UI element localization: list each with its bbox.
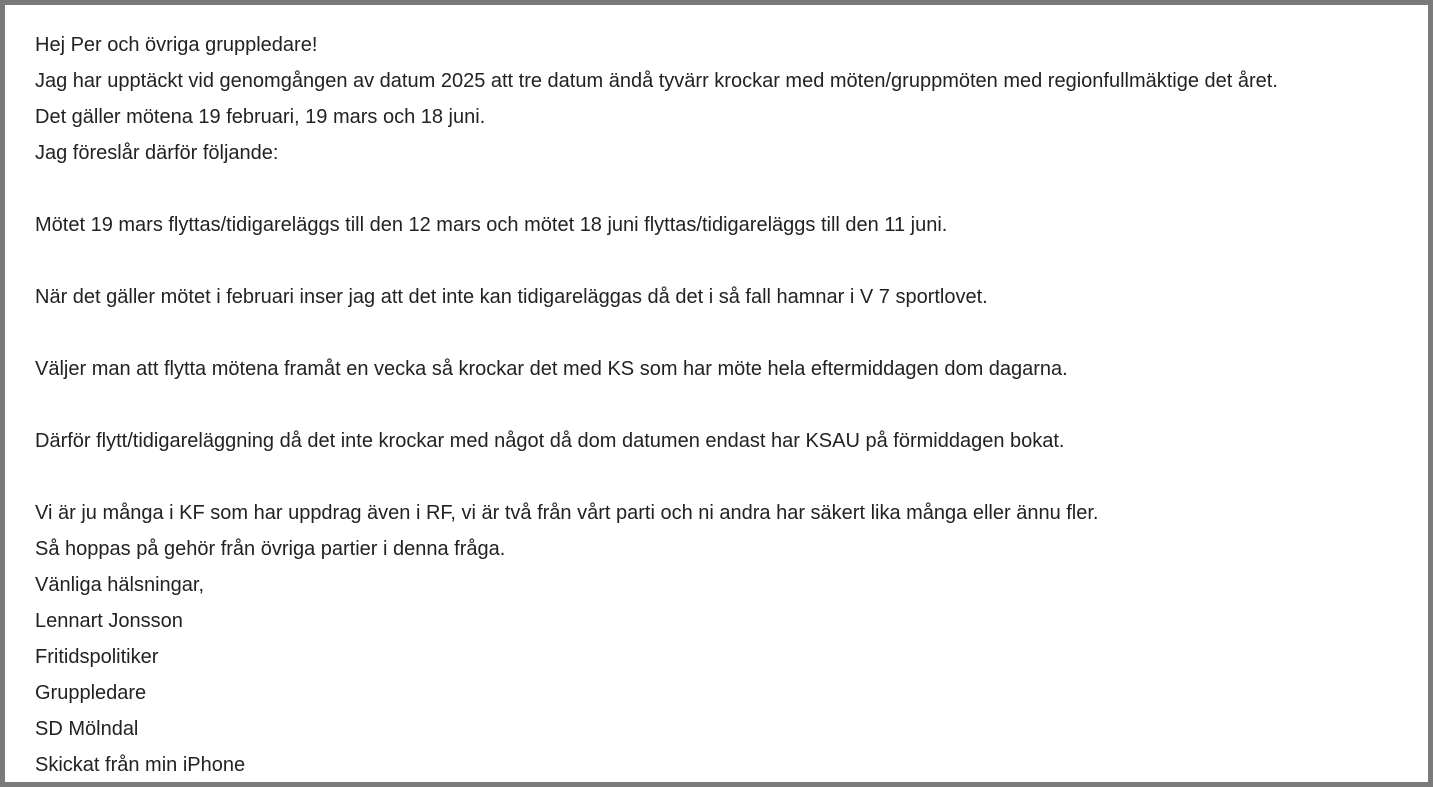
signature-title-1: Fritidspolitiker <box>35 646 159 668</box>
closing-line-2: Så hoppas på gehör från övriga partier i denna fråga. <box>35 538 506 560</box>
blank-line <box>35 171 1430 207</box>
intro-line-1: Jag har upptäckt vid genomgången av datum 2025 att tre datum ändå tyvärr krockar med möten/gruppmöten med regionfullmäktige det året. <box>35 70 1278 92</box>
blank-line <box>35 315 1430 351</box>
sent-from: Skickat från min iPhone <box>35 754 246 776</box>
blank-line <box>35 459 1430 495</box>
signature-title-2: Gruppledare <box>35 682 147 704</box>
blank-line <box>35 387 1430 423</box>
paragraph-1: Mötet 19 mars flyttas/tidigareläggs till den 12 mars och mötet 18 juni flyttas/tidigareläggs till den 11 juni. <box>35 214 948 236</box>
signoff: Vänliga hälsningar, <box>35 574 205 596</box>
intro-line-2: Det gäller mötena 19 februari, 19 mars och 18 juni. <box>35 106 486 128</box>
blank-line <box>35 243 1430 279</box>
paragraph-2: När det gäller mötet i februari inser jag att det inte kan tidigareläggas då det i så fall hamnar i V 7 sportlovet. <box>35 286 988 308</box>
greeting: Hej Per och övriga gruppledare! <box>35 34 318 56</box>
paragraph-4: Därför flytt/tidigareläggning då det inte krockar med något då dom datumen endast har KSAU på förmiddagen bokat. <box>35 430 1065 452</box>
paragraph-3: Väljer man att flytta mötena framåt en vecka så krockar det med KS som har möte hela eftermiddagen dom dagarna. <box>35 358 1068 380</box>
email-body <box>35 27 1430 783</box>
signature-name: Lennart Jonsson <box>35 610 183 632</box>
intro-line-3: Jag föreslår därför följande: <box>35 142 279 164</box>
closing-line-1: Vi är ju många i KF som har uppdrag även i RF, vi är två från vårt parti och ni andra har säkert lika många eller ännu fler. <box>35 502 1099 524</box>
signature-org: SD Mölndal <box>35 718 139 740</box>
